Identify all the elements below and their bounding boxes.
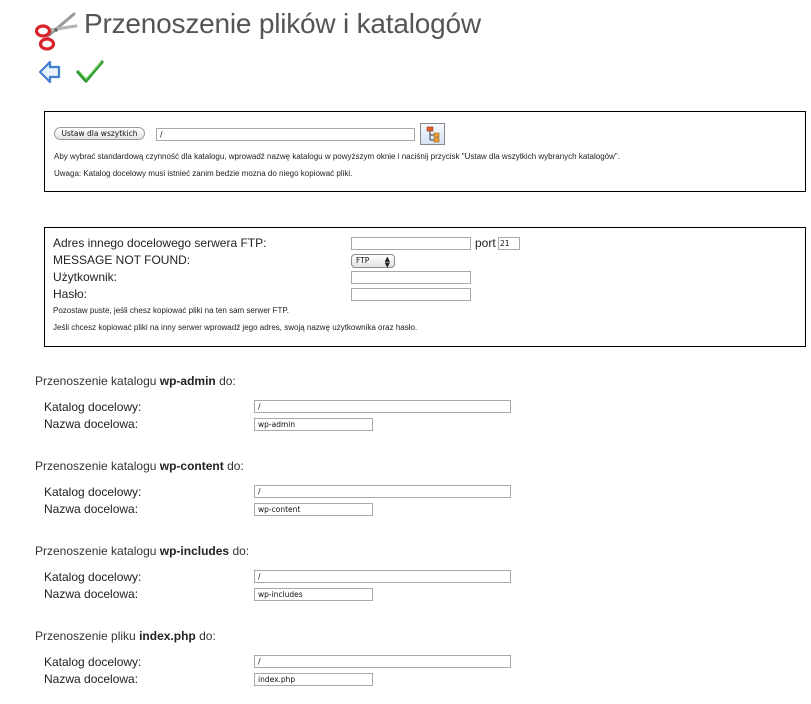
item-heading-prefix: Przenoszenie pliku <box>35 629 136 643</box>
item-heading-prefix: Przenoszenie katalogu <box>35 459 157 473</box>
item-heading <box>35 374 236 388</box>
ftp-port-input[interactable] <box>498 237 520 250</box>
item-heading-name: wp-includes <box>159 544 230 558</box>
item-heading <box>35 544 249 558</box>
ftp-user-input[interactable] <box>351 271 471 284</box>
ftp-user-label: Użytkownik: <box>53 270 118 284</box>
scissors-icon <box>34 10 78 52</box>
directory-tree-icon <box>421 124 444 147</box>
checkmark-icon[interactable] <box>76 59 104 85</box>
target-name-label: Nazwa docelowa: <box>44 417 139 431</box>
ftp-password-input[interactable] <box>351 288 471 301</box>
page-title: Przenoszenie plików i katalogów <box>84 8 481 39</box>
target-dir-label: Katalog docelowy: <box>44 570 142 584</box>
ftp-hint-other-server: Jeśli chcesz kopiować pliki na inny serwer wprowadź jego adres, swoją nazwę użytkownika oraz hasło. <box>53 323 418 332</box>
set-all-button[interactable]: Ustaw dla wszytkich <box>54 127 145 140</box>
ftp-server-input[interactable] <box>351 237 471 250</box>
ftp-protocol-value: FTP <box>356 256 370 265</box>
target-dir-input[interactable] <box>254 485 511 498</box>
item-heading-suffix: do: <box>199 629 216 643</box>
set-all-help-text: Aby wybrać standardową czynność dla katalogu, wprowadź nazwę katalogu w powyższym oknie i naciśnij przycisk "Ustaw dla wszytkich wybranych katalogów". <box>54 152 620 161</box>
target-name-label: Nazwa docelowa: <box>44 672 139 686</box>
ftp-protocol-label: MESSAGE NOT FOUND: <box>53 253 191 267</box>
target-name-input[interactable] <box>254 418 373 431</box>
back-arrow-icon[interactable] <box>37 59 63 85</box>
item-heading-prefix: Przenoszenie katalogu <box>35 374 157 388</box>
ftp-password-label: Hasło: <box>53 287 88 301</box>
browse-directory-button[interactable] <box>420 123 445 145</box>
set-all-note-text: Uwaga: Katalog docelowy musi istnieć zanim bedzie mozna do niego kopiować pliki. <box>54 169 353 178</box>
ftp-protocol-select[interactable] <box>351 254 395 268</box>
item-heading-prefix: Przenoszenie katalogu <box>35 544 157 558</box>
target-dir-label: Katalog docelowy: <box>44 400 142 414</box>
item-heading-name: wp-content <box>159 459 224 473</box>
item-heading <box>35 629 216 643</box>
target-dir-input[interactable] <box>254 400 511 413</box>
target-dir-input[interactable] <box>254 570 511 583</box>
ftp-server-label: Adres innego docelowego serwera FTP: <box>53 236 267 250</box>
select-arrows-icon: ▲ ▼ <box>384 255 390 269</box>
target-dir-label: Katalog docelowy: <box>44 485 142 499</box>
set-all-directory-input[interactable] <box>156 128 415 141</box>
ftp-port-label: port <box>475 236 496 250</box>
item-heading-name: wp-admin <box>159 374 216 388</box>
target-name-label: Nazwa docelowa: <box>44 587 139 601</box>
item-heading-suffix: do: <box>232 544 250 558</box>
item-heading-name: index.php <box>139 629 196 643</box>
item-heading-suffix: do: <box>227 459 244 473</box>
target-name-input[interactable] <box>254 588 373 601</box>
item-heading <box>35 459 244 473</box>
target-dir-input[interactable] <box>254 655 511 668</box>
target-dir-label: Katalog docelowy: <box>44 655 142 669</box>
ftp-hint-same-server: Pozostaw puste, jeśli chesz kopiować pliki na ten sam serwer FTP. <box>53 306 289 315</box>
target-name-input[interactable] <box>254 673 373 686</box>
item-heading-suffix: do: <box>219 374 236 388</box>
target-name-input[interactable] <box>254 503 373 516</box>
target-name-label: Nazwa docelowa: <box>44 502 139 516</box>
